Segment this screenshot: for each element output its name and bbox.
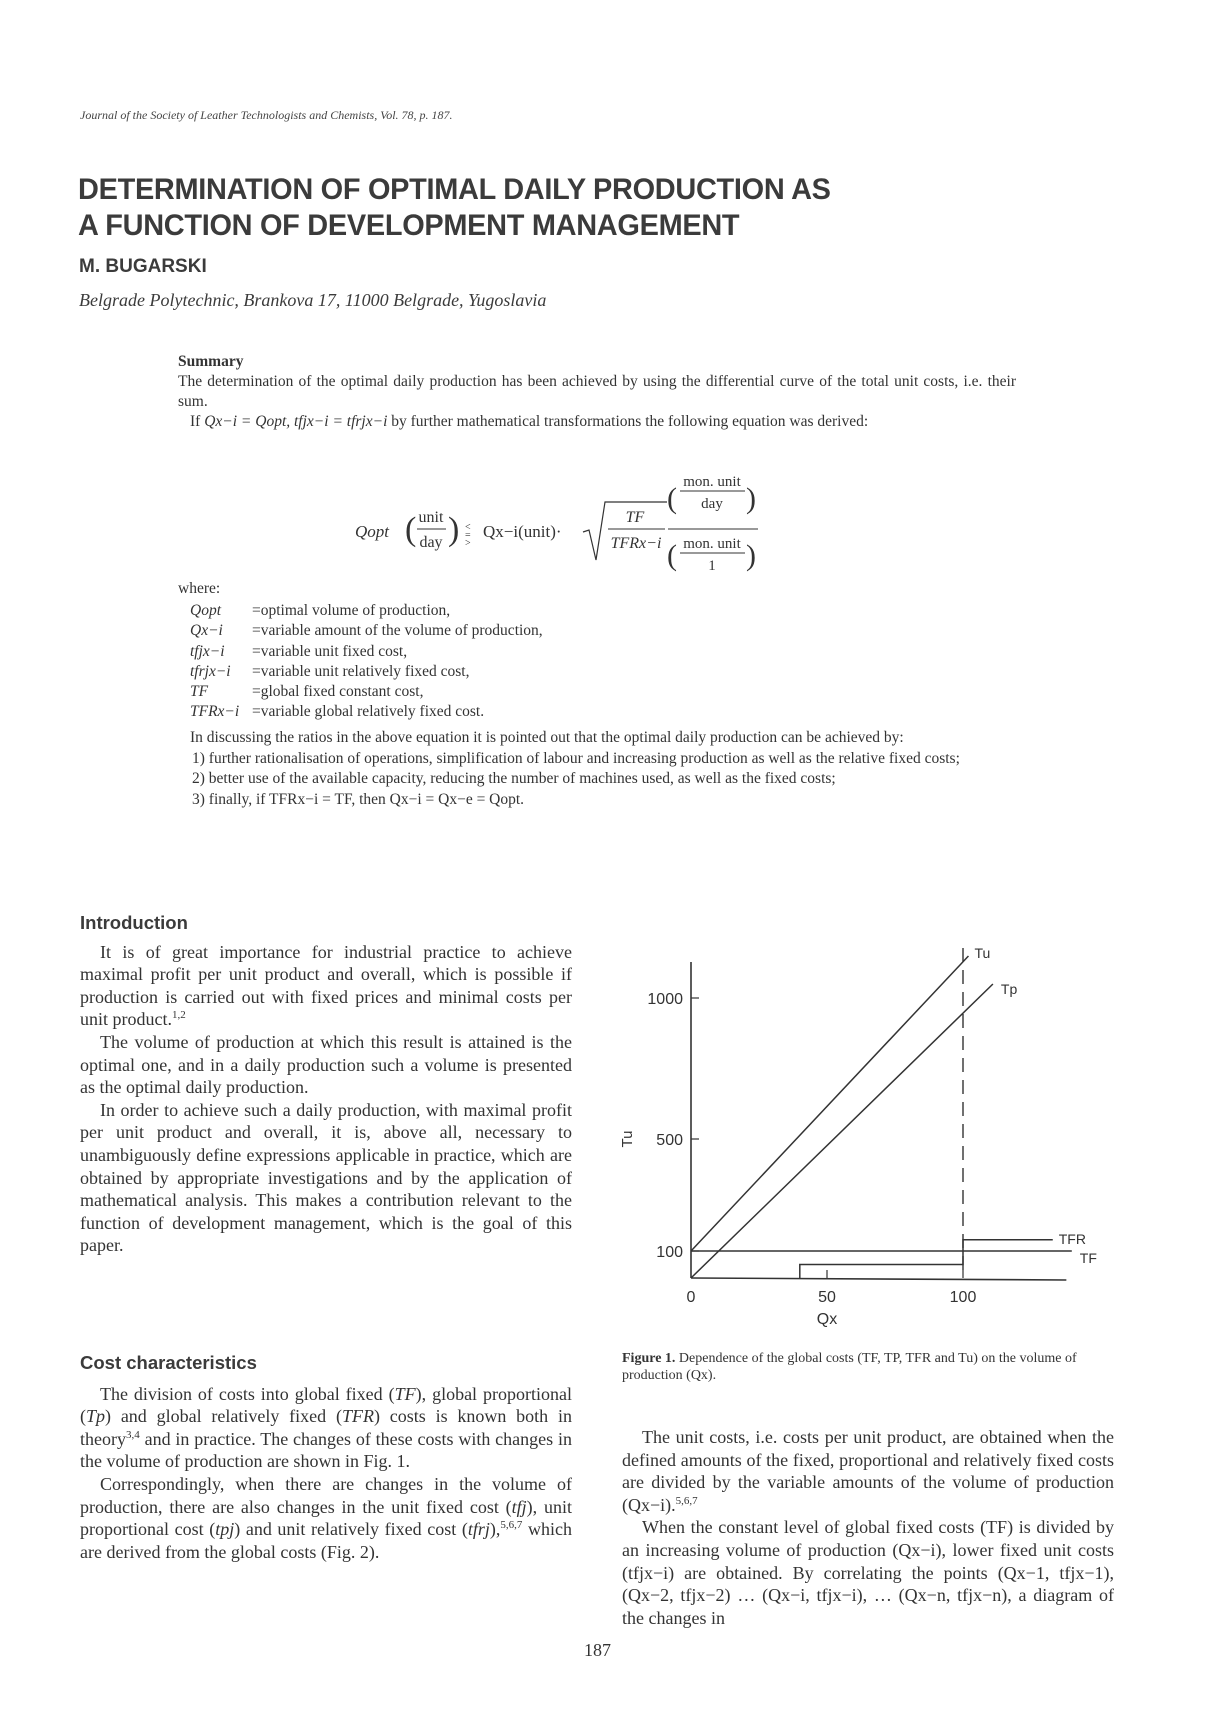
right-column-text [622, 1426, 1114, 1629]
eq-unit-num-den: day [701, 496, 723, 512]
intro-paragraph-2: The volume of production at which this result is attained is the optimal one, and in a daily production such a volume is presented as the optimal daily production. [80, 1031, 572, 1098]
definition-symbol: TFRx−i [190, 703, 240, 721]
series-label-tp: Tp [1000, 981, 1018, 997]
y-axis-label: Tu [619, 1130, 636, 1148]
summary-paragraph-1: The determination of the optimal daily production has been achieved by using the differential curve of the total unit costs, i.e. their sum. [178, 373, 1016, 410]
intro-paragraph-3: In order to achieve such a daily production, with maximal profit per unit product and overall, it is, above all, necessary to unambiguously define expressions applicable in practice, which are obtained by appropriate investigations and by the application of mathematical analysis. This makes a contribution relevant to the function of development management, which is the goal of this paper. [80, 1099, 572, 1256]
definition-text: =variable amount of the volume of production, [252, 622, 543, 640]
eq-lhs-unit-num: unit [418, 509, 444, 526]
title-line-1: DETERMINATION OF OPTIMAL DAILY PRODUCTION AS [78, 173, 831, 206]
introduction-section [80, 912, 572, 1257]
definition-row [190, 702, 543, 722]
definition-symbol: TF [190, 683, 209, 701]
cost-characteristics-section [80, 1352, 572, 1563]
cost-paragraph-2: Correspondingly, when there are changes in the volume of production, there are also changes in the unit fixed cost (tfj), unit proportional cost (tpj) and unit relatively fixed cost (tfrj),$^{5,6,7}$ which are derived from the global costs (Fig. 2). [80, 1473, 572, 1562]
x-axis-label: Qx [816, 1311, 838, 1328]
discussion-item-3: 3) finally, if TFRx−i = TF, then Qx−i = Qx−e = Qopt. [192, 790, 525, 808]
cost-paragraph-1: The division of costs into global fixed (TF), global proportional (Tp) and global relatively fixed (TFR) costs is known both in theory$^{3,4}$ and in practice. The changes of these costs with changes in the volume of production are shown in Fig. 1. [80, 1383, 572, 1472]
series-label-tfr: TFR [1058, 1230, 1086, 1247]
summary-condition: Qx−i = Qopt, tfjx−i = tfrjx−i [204, 413, 388, 430]
optimal-production-equation [355, 460, 815, 580]
eq-sqrt-num: TF [625, 509, 645, 526]
series-line-tp [691, 984, 993, 1278]
series-line-tu [691, 956, 968, 1251]
definition-symbol: Qx−i [190, 622, 223, 640]
definition-text: =global fixed constant cost, [252, 683, 424, 701]
eq-relation-eq: = [465, 530, 471, 541]
introduction-heading: Introduction [80, 912, 188, 933]
definition-symbol: tfrjx−i [190, 662, 231, 680]
caption-label: Figure 1. [622, 1351, 676, 1366]
y-tick-label-500: 500 [656, 1132, 683, 1149]
series-label-tu: Tu [974, 945, 991, 961]
reference-marker: 1,2 [172, 1009, 186, 1022]
definition-row [190, 682, 543, 702]
x-axis [691, 1278, 1066, 1280]
unit-costs-paragraph: The unit costs, i.e. costs per unit product, are obtained when the defined amounts of the fixed, proportional and relatively fixed costs are divided by the variable amounts of the volume of production (Qx−i).$^{5,6,7}$ [622, 1427, 1114, 1515]
x-tick-label-50: 50 [818, 1289, 836, 1306]
series-label-tf: TF [1079, 1250, 1097, 1266]
cost-characteristics-heading: Cost characteristics [80, 1352, 257, 1373]
eq-unit-paren-1r: ) [746, 482, 756, 515]
reference-marker: 5,6,7 [675, 1494, 698, 1507]
x-tick-label-0: 0 [686, 1289, 696, 1306]
where-label: where: [178, 580, 221, 597]
page-number: 187 [584, 1640, 611, 1660]
journal-header: Journal of the Society of Leather Technologists and Chemists, Vol. 78, p. 187. [80, 108, 453, 122]
definition-text: =variable unit fixed cost, [252, 642, 408, 660]
series-line-tfr [800, 1240, 1053, 1278]
summary-heading: Summary [178, 353, 244, 370]
eq-unit-paren-2r: ) [746, 539, 756, 572]
discussion-intro: In discussing the ratios in the above equation it is pointed out that the optimal daily production can be achieved by: [190, 729, 904, 746]
summary [178, 352, 1016, 432]
eq-rhs-factor: Qx−i(unit)· [483, 522, 562, 541]
definition-row [190, 662, 543, 682]
eq-paren-left: ( [405, 511, 417, 548]
eq-paren-right: ) [448, 511, 460, 548]
reference-marker: 3,4 [125, 1428, 140, 1441]
definition-row [190, 601, 543, 621]
definition-symbol: Qopt [190, 602, 221, 619]
figure-1-caption [622, 1350, 1117, 1384]
equation-graphic [355, 460, 825, 585]
eq-lhs-unit-den: day [419, 534, 443, 551]
definitions-list [190, 601, 543, 723]
title-line-2: A FUNCTION OF DEVELOPMENT MANAGEMENT [78, 209, 740, 242]
eq-sqrt-den: TFRx−i [610, 535, 662, 552]
summary-paragraph-2: If Qx−i = Qopt, tfjx−i = tfrjx−i by further mathematical transformations the following equation was derived: [190, 413, 869, 430]
author: M. BUGARSKI [79, 256, 207, 277]
caption-text: Dependence of the global costs (TF, TP, TFR and Tu) on the volume of production (Qx). [622, 1351, 1077, 1383]
definition-text: =variable unit relatively fixed cost, [252, 662, 470, 680]
eq-unit-num-num: mon. unit [683, 474, 741, 490]
definition-text: =optimal volume of production, [252, 602, 451, 619]
eq-relation-lt: < [465, 522, 471, 533]
eq-unit-den-den: 1 [708, 558, 716, 574]
summary-discussion [178, 728, 1016, 810]
definition-row [190, 642, 543, 662]
eq-unit-paren-2l: ( [667, 539, 677, 572]
affiliation: Belgrade Polytechnic, Brankova 17, 11000 Belgrade, Yugoslavia [79, 290, 547, 310]
intro-paragraph-1: It is of great importance for industrial practice to achieve maximal profit per unit product and overall, which is possible if production is carried out with fixed prices and minimal costs per unit product.$^{1,2}$ [80, 941, 572, 1030]
discussion-item-1: 1) further rationalisation of operations, simplification of labour and increasing production as well as the relative fixed costs; [192, 749, 960, 767]
article-title [78, 172, 831, 244]
y-tick-label-100: 100 [656, 1244, 683, 1261]
chart-axes [647, 962, 1066, 1306]
eq-unit-den-num: mon. unit [683, 536, 741, 552]
eq-relation-gt: > [465, 538, 471, 549]
eq-unit-paren-1l: ( [667, 482, 677, 515]
discussion-item-2: 2) better use of the available capacity, reducing the number of machines used, as well as the fixed costs; [192, 770, 836, 787]
definition-text: =variable global relatively fixed cost. [252, 703, 485, 721]
fixed-costs-paragraph: When the constant level of global fixed costs (TF) is divided by an increasing volume of production (Qx−i), lower fixed unit costs (tfjx−i) are obtained. By correlating the points (Qx−1, tfjx−1), (Qx−2, tfjx−2) … (Qx−i, tfjx−i), … (Qx−n, tfjx−n), a diagram of the changes in [622, 1517, 1114, 1628]
x-tick-label-100: 100 [949, 1289, 977, 1306]
reference-marker: 5,6,7 [500, 1519, 523, 1532]
definition-row [190, 621, 543, 641]
eq-lhs: Qopt [355, 522, 389, 541]
y-tick-label-1000: 1000 [647, 991, 683, 1008]
definition-symbol: tfjx−i [190, 642, 225, 660]
chart-series [691, 948, 1072, 1278]
figure-1-chart [600, 920, 1140, 1328]
